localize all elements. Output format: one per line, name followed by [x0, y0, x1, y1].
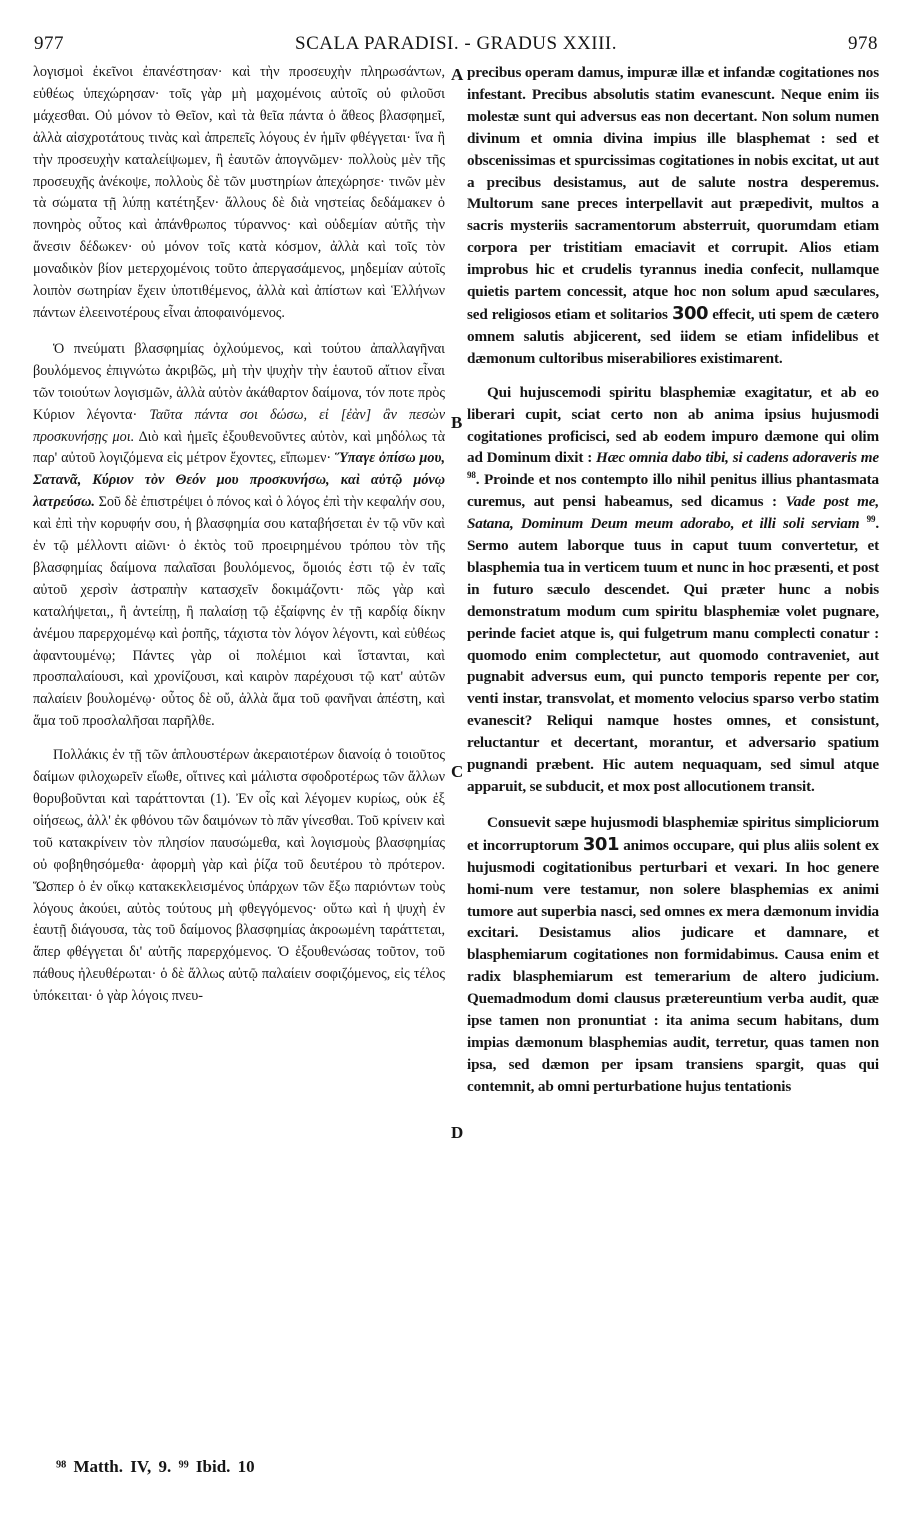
latin-quote: Hæc omnia dabo tibi, si cadens adoraveris me	[596, 449, 879, 467]
latin-column	[467, 62, 879, 1098]
latin-text: animos occupare, qui plus aliis solent ex hujusmodi cogitationibus perturbari et vexari. In hoc genere homi-num vere testamur, non solere blasphemias ex animi tumore aut superbia nasci, sed omnes ex mera dæmonum invidia excitari. Desistamus alios judicare et damnare, et blasphemiarum cogitationes non formidabimus. Causa enim et radix blasphemiarum est temerarium de altero judicium. Quemadmodum domi clausus prætereuntium verba audit, quæ ipse tamen non pronuntiat : ita anima secum habitans, dum impias dæmonum blasphemias audit, terretur, quas tamen non ipsa, sed dæmon per ipsam transiens spargit, quas qui contemnit, ab omni perturbatione hujus tentationis	[467, 836, 880, 1095]
greek-quote: Ὕπαγε ὀπίσω μου, Σατανᾶ, Κύριον τὸν Θεόν μου προσκυνήσω, καὶ αὐτῷ μόνῳ λατρεύσω.	[33, 450, 446, 511]
margin-marker-b: B	[451, 413, 463, 432]
latin-paragraph-2: Qui hujuscemodi spiritu blasphemiæ exagitatur, et ab eo liberari cupit, sciat certo non ab anima ipsius hujusmodi cogitationes proficisci, sed ab eodem impuro dæmone qui olim ad Dominum dixit : Hæc omnia dabo tibi, si cadens adoraveris me $^{98}$. Proinde et nos contempto illo nihil penitus illius phantasmata curemus, aut pensi habeamus, sed dicamus : Vade post me, Satana, Dominum Deum meum adorabo, et illi soli serviam $^{99}$. Sermo autem laborque tuus in caput tuum convertetur, et blasphemia tua in verticem tuum et nunc in hoc præsenti, et post in futuro sæculo descendet. Qui præter hunc a nobis demonstratum modum cum spiritu blasphemiæ volet pugnare, perinde faciet atque is, qui fulgetrum manu complecti conatur : quomodo enim complectetur, aut quomodo contraveniet, aut pugnabit adversus eum, qui puncto temporis repente per cor, venti instar, transvolat, et momento velocius sparso verbo statim evanescit? Reliqui namque hostes omnes, et consistunt, reluctantur et decertant, morantur, et adversario spatium pugnandi præbent. Hic autem nequaquam, sed simul atque apparuit, se subducit, et mox post allocutionem transit.	[467, 383, 880, 795]
greek-text: Σοῦ δὲ ἐπιστρέψει ὁ πόνος καὶ ὁ λόγος ἐπὶ τὴν κεφαλήν σου, καὶ ἐπὶ τὴν κορυφήν σου, ἡ βλασφημία σου καταβήσεται ἐν τῷ νῦν καὶ ἐν τῷ μέλλοντι αἰῶνι· ὁ ἐκτὸς τοῦ προειρημένου τρόπου τὸν τῆς βλασφημίας δαίμονα παλαῖσαι βουλόμενος, ὅμοιός ἐστι τῷ ἐν ταῖς αὐτοῦ χερσὶν ἀστραπὴν κατασχεῖν δοκιμάζοντι· πῶς γὰρ καὶ καταλήψεται,, ἢ ἀντείπῃ, ἢ παλαίσῃ τῷ ἐξαίφνης ἐν τῇ καρδίᾳ δίκην ἀνέμου παρερχομένῳ καὶ ῥοπῆς, τάχιστα τὸν λόγον λέγοντι, καὶ εὐθέως ἀφαντουμένῳ; Πάντες γὰρ οἱ πολέμιοι καὶ ἵστανται, καὶ προσπαλαίουσι, καὶ χρονίζουσι, καὶ καιρὸν παρέχουσι τῷ κατ' αὐτῶν παλαίειν βουλομένῳ· οὗτος δὲ οὔ, ἀλλὰ ἅμα τοῦ φανῆναι ἀπέστη, καὶ ἅμα τοῦ προσλαλῆσαι παρῆλθε.	[33, 494, 445, 730]
latin-text: Consuevit sæpe hujusmodi blasphemiæ spiritus simpliciorum et incorruptorum	[467, 813, 879, 854]
column-number: 301	[582, 833, 619, 855]
latin-text: precibus operam damus, impuræ illæ et infandæ cogitationes nos infestant. Precibus absolutis statim evanescunt. Neque enim iis molestæ sunt qui adversus eas non decertant. Non solum numen divinum et omnia divina impius ille blasphemat : sed et obscenissimas et spurcissimas cogitationes in nobis excitat, ut aut a precibus desistamus, aut de salute nostra desperemus. Multorum sane preces interpellavit aut præpedivit, multos a sacris mysteriis sacramentorum absterruit, quorumdam etiam corpora per tristitiam emaciavit et corrupit. Alios etiam improbus hic et crudelis tyrannus inedia confecit, nullamque quietis partem concessit, atque hoc non solum apud sæculares, sed religiosos etiam et solitarios	[467, 64, 879, 323]
footnote-ref: 98	[467, 470, 476, 481]
greek-column	[33, 62, 445, 1008]
greek-text: Διὸ καὶ ἡμεῖς ἐξουθενοῦντες αὐτὸν, καὶ μηδόλως τὰ παρ' αὐτοῦ λογιζόμενα εἰς μέτρον ἔχοντες, εἴπωμεν·	[33, 428, 446, 467]
greek-paragraph-1: λογισμοὶ ἐκεῖνοι ἐπανέστησαν· καὶ τὴν προσευχὴν πληρωσάντων, εὐθέως ὑπεχώρησαν· τοῖς γὰρ μὴ μαχομένοις αὐτοῖς οὐ φιλοῦσι μάχεσθαι. Οὐ μόνον τὸ Θεῖον, καὶ τὰ θεῖα πάντα ὁ ἄθεος βλασφημεῖ, ἀλλὰ αἰσχροτάτους τινὰς καὶ ἀπρεπεῖς λόγους ἐν ἡμῖν φθέγγεται· ἵνα ἢ τὴν προσευχὴν καταλείψωμεν, ἢ ἑαυτῶν ἀπογνῶμεν· πολλοὺς μὲν τῆς προσευχῆς ἀνέκοψε, πολλοὺς δὲ τῶν μυστηρίων ἀπεχώρησε· τινῶν μὲν τὰ σώματα τῇ λύπῃ κατέτηξεν· ἄλλους δὲ διὰ νηστείας δεδάμακεν ὁ πονηρὸς οὗτος καὶ ἀπάνθρωπος τύραννος· καὶ οὐδεμίαν αὐτῆς τὴν ἄνεσιν δέδωκεν· οὐ μόνον τοῖς κατὰ κόσμον, ἀλλὰ καὶ τοῖς τὸν μοναδικὸν βίον μετερχομένοις τοῦτο ἀπεργασάμενος, μηδεμίαν αὐτοῖς λοιπὸν σωτηρίαν ἔχειν ὑποτιθέμενος, ἀλλὰ καὶ ἀπίστων καὶ Ἑλλήνων πάντων ἐλεεινοτέρους εἶναι ἀποφαινόμενος.	[33, 64, 445, 321]
column-number: 300	[671, 302, 709, 324]
page-number-right: 978	[848, 33, 878, 54]
latin-text: effecit, uti spem de cætero omnem salutis abjicerent, sed iidem se etiam infidelibus et dæmonum cultoribus miserabiliores existimarent.	[467, 305, 879, 367]
margin-marker-a: A	[451, 65, 464, 84]
latin-quote: Vade post me, Satana, Dominum Deum meum adorabo, et illi soli serviam	[467, 493, 880, 533]
page-number-left: 977	[34, 33, 64, 54]
latin-paragraph-1	[467, 62, 879, 370]
footnote-ref: 99	[866, 514, 876, 525]
running-header	[34, 33, 878, 57]
latin-paragraph-3	[467, 812, 879, 1098]
footnotes: ⁹⁸ Matth. IV, 9. ⁹⁹ Ibid. 10	[56, 1457, 255, 1476]
greek-paragraph-2	[33, 339, 445, 733]
latin-text: Proinde et nos contempto illo nihil penitus illius phantasmata curemus, aut pensi habeamus, sed dicamus :	[467, 471, 880, 511]
latin-text: Sermo autem laborque tuus in caput tuum convertetur, et blasphemia tua in verticem tuum et nunc in hoc præsenti, et post in futuro sæculo descendet. Qui præter hunc a nobis demonstratum modum cum spiritu blasphemiæ volet pugnare, perinde faciet atque is, qui fulgetrum manu complecti conatur : quomodo enim complectetur, aut quomodo contraveniet, aut pugnabit adversus eum, qui puncto temporis repente per cor, venti instar, transvolat, et momento velocius sparso verbo statim evanescit? Reliqui namque hostes omnes, et consistunt, reluctantur et decertant, morantur, et adversario spatium pugnandi præbent. Hic autem nequaquam, sed simul atque apparuit, se subducit, et mox post allocutionem transit.	[467, 537, 879, 795]
running-title: SCALA PARADISI. - GRADUS XXIII.	[295, 33, 617, 54]
latin-text: Qui hujuscemodi spiritu blasphemiæ exagitatur, et ab eo liberari cupit, sciat certo non ab anima ipsius hujusmodi cogitationes proficisci, sed ab eodem impuro dæmone qui olim ad Dominum dixit :	[467, 383, 879, 467]
margin-marker-d: D	[451, 1123, 464, 1142]
greek-text: Ὁ πνεύματι βλασφημίας ὀχλούμενος, καὶ τούτου ἀπαλλαγῆναι βουλόμενος ἐπιγνώτω ἀκριβῶς, μὴ τὴν ψυχὴν τὴν ἑαυτοῦ αἴτιον εἶναι τῶν τοιούτων λογισμῶν, ἀλλὰ αὐτὸν ἀκάθαρτον δαίμονα, τόν ποτε πρὸς Κύριον λέγοντα·	[33, 340, 445, 423]
greek-quote: Ταῦτα πάντα σοι δώσω, εἰ [ἐὰν] ἂν πεσὼν προσκυνήσῃς μοι.	[33, 406, 446, 445]
greek-paragraph-3: Πολλάκις ἐν τῇ τῶν ἁπλουστέρων ἀκεραιοτέρων διανοίᾳ ὁ τοιοῦτος δαίμων φιλοχωρεῖν εἴωθε, οἵτινες καὶ μάλιστα σφοδροτέρως τῶν ἄλλων θορυβοῦνται καὶ ταράττονται (1). Ἐν οἷς καὶ λέγομεν κυρίως, οὐκ ἐξ οἰήσεως, ἀλλ' ἐκ φθόνου τῶν δαιμόνων τὸ πᾶν γίνεσθαι. Τοῦ κρίνειν καὶ τοῦ κατακρίνειν τὸν πλησίον παυσώμεθα, καὶ λογισμοὺς βλασφημίας οὐ φοβηθησόμεθα· ἀφορμὴ γὰρ καὶ ῥίζα τοῦ δευτέρου τὸ πρότερον. Ὥσπερ ὁ ἐν οἴκῳ κατακεκλεισμένος ὑπάρχων τῶν ἔξω παριόντων τοὺς λόγους ἀκούει, αὐτὸς τούτους μὴ φθεγγόμενος· οὕτω καὶ ἡ ψυχὴ ἐν ἑαυτῇ διάγουσα, τὰς τοῦ δαίμονος βλασφημίας ἀκροωμένη ταράττεται, ἅπερ φθέγγεται δι' αὐτῆς παρερχόμενος. Ὁ ἐξουθενώσας τοῦτον, τοῦ πάθους ἠλευθέρωται· ὁ δὲ ἄλλως αὐτῷ παλαίειν σοφιζόμενος, εἰς τέλος ὑπόκειται· ὁ γὰρ λόγοις πνευ-	[33, 747, 445, 1005]
margin-marker-c: C	[451, 762, 464, 781]
